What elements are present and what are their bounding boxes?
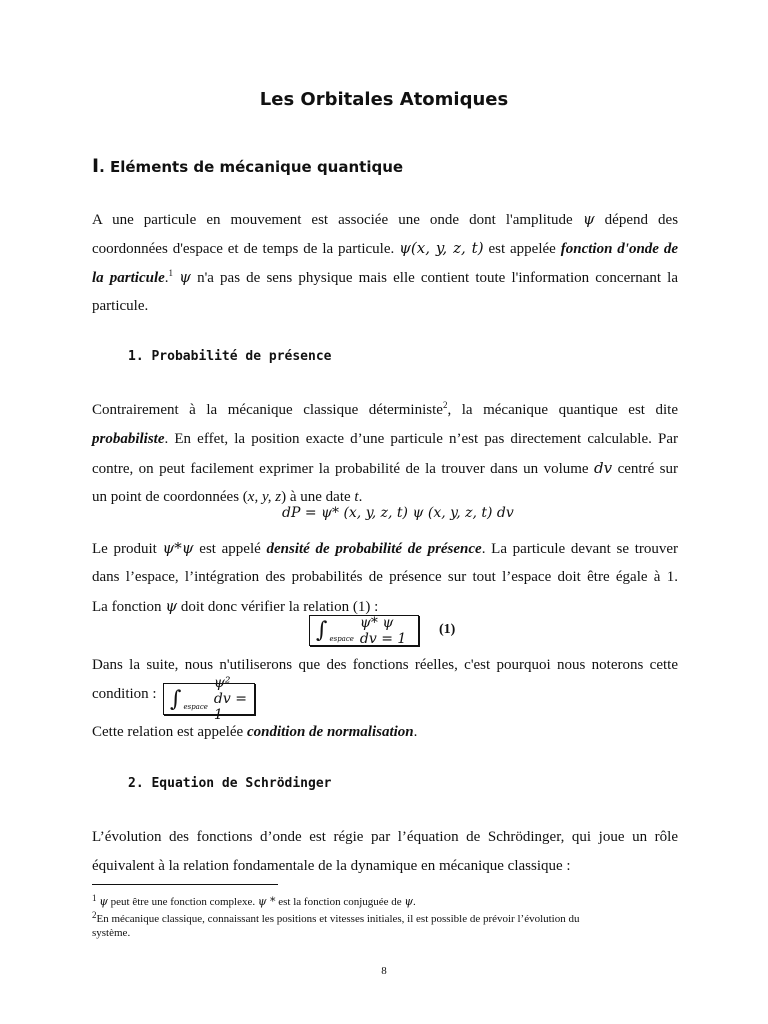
intro-line-1	[92, 205, 678, 234]
bold-term: la particule	[92, 270, 165, 286]
section-heading	[92, 155, 403, 177]
psi-symbol: ψ	[165, 597, 178, 615]
bold-term: probabiliste	[92, 431, 165, 447]
schrodinger-line-2: équivalent à la relation fondamentale de la dynamique en mécanique classique :	[92, 858, 571, 874]
probability-paragraph	[92, 396, 678, 512]
page-title: Les Orbitales Atomiques	[259, 89, 509, 110]
real-line-2: condition :	[92, 686, 157, 702]
wavefunction-expression: ψ(x, y, z, t)	[399, 239, 484, 257]
probability-equation: dP = ψ* (x, y, z, t) ψ (x, y, z, t) dv	[282, 505, 514, 521]
text: .	[413, 896, 416, 908]
normalization-line	[92, 718, 678, 747]
integral-sign: ∫	[170, 686, 182, 712]
text: En mécanique classique, connaissant les positions et vitesses initiales, il est possible de prévoir l’évolution du	[96, 913, 580, 925]
normalization-paragraph	[92, 718, 678, 747]
psi-conjugate: ψ *	[257, 895, 276, 908]
equation-body: ψ* ψ dv = 1	[359, 614, 407, 647]
text: ) à une date	[281, 489, 351, 505]
text: un point de coordonnées (	[92, 489, 248, 505]
text: .	[358, 489, 363, 505]
text: peut être une fonction complexe.	[110, 896, 256, 908]
integral-domain: espace	[329, 634, 354, 643]
prob-line-3	[92, 454, 678, 483]
bold-term: condition de normalisation	[246, 724, 414, 740]
equation-body: ψ² dv = 1	[213, 675, 247, 723]
text: centré sur	[617, 461, 679, 477]
footnote-ref: 1	[168, 268, 174, 278]
bold-term: densité de probabilité de présence	[266, 541, 482, 557]
text: La fonction	[92, 599, 162, 615]
intro-line-2	[92, 234, 678, 263]
psi-symbol: ψ	[582, 210, 595, 228]
footnote-ref: 2	[442, 400, 448, 410]
density-paragraph	[92, 534, 678, 621]
text: système.	[92, 927, 131, 939]
text: est la fonction conjuguée de	[278, 896, 402, 908]
text: est appelé	[199, 541, 261, 557]
subsection-heading-2: 2. Equation de Schrödinger	[128, 776, 332, 791]
prob-line-1	[92, 396, 678, 425]
intro-paragraph	[92, 205, 678, 321]
psi-symbol: ψ	[404, 895, 414, 908]
subsection-heading-1: 1. Probabilité de présence	[128, 349, 332, 364]
text: Cette relation est appelée	[92, 724, 244, 740]
footnote-1	[92, 891, 682, 909]
density-line-1	[92, 534, 678, 563]
footnote-number: 2	[92, 910, 97, 920]
text: Le produit	[92, 541, 157, 557]
integral-domain: espace	[183, 703, 208, 711]
text: dépend des	[604, 212, 679, 228]
schrodinger-paragraph	[92, 823, 678, 881]
text: contre, on peut facilement exprimer la probabilité de la trouver dans un volume	[92, 461, 589, 477]
integral-sign: ∫	[316, 618, 328, 643]
time-variable: t	[354, 489, 359, 505]
bold-term: fonction d'onde de	[560, 241, 679, 257]
real-line-1: Dans la suite, nous n'utiliserons que des fonctions réelles, c'est pourquoi nous noterons cette	[92, 657, 678, 673]
text: A une particule en mouvement est associée une onde dont l'amplitude	[92, 212, 573, 228]
intro-line-3: la particule.$^1$ ψ n'a pas de sens physique mais elle contient toute l'information concernant la	[92, 268, 679, 286]
text: , la mécanique quantique est dite	[447, 402, 678, 418]
coordinates: x, y, z	[247, 489, 282, 505]
text: doit donc vérifier la relation (1) :	[180, 599, 379, 615]
psi-product: ψ*ψ	[162, 539, 194, 557]
text: n'a pas de sens physique mais elle contient toute l'information concernant la	[197, 270, 679, 286]
page-number: 8	[381, 965, 387, 977]
prob-line-2	[92, 425, 678, 454]
volume-element: dv	[594, 459, 613, 477]
normalization-equation-box	[309, 615, 419, 646]
psi-symbol: ψ	[99, 895, 108, 908]
equation-number: (1)	[439, 622, 456, 637]
section-title: . Eléments de mécanique quantique	[99, 158, 404, 176]
section-number: I	[92, 155, 100, 177]
density-line-2: dans l’espace, l’intégration des probabilités de présence sur tout l’espace doit être égale à 1.	[92, 569, 678, 585]
real-normalization-box	[163, 675, 255, 723]
footnote-number: 1	[92, 893, 97, 903]
intro-line-4: particule.	[92, 298, 149, 314]
schrodinger-line-1: L’évolution des fonctions d’onde est régie par l’équation de Schrödinger, qui joue un rôle	[92, 829, 678, 845]
psi-symbol: ψ	[179, 268, 191, 286]
text: coordonnées d'espace et de temps de la particule.	[92, 241, 395, 257]
footnote-2	[92, 908, 682, 940]
footnote-rule	[92, 884, 278, 885]
text: .	[413, 724, 418, 740]
text: . La particule devant se trouver	[481, 541, 679, 557]
text: . En effet, la position exacte d’une particule n’est pas directement calculable. Par	[164, 431, 678, 447]
text: est appelée	[488, 241, 556, 257]
text: Contrairement à la mécanique classique déterministe	[92, 402, 443, 418]
